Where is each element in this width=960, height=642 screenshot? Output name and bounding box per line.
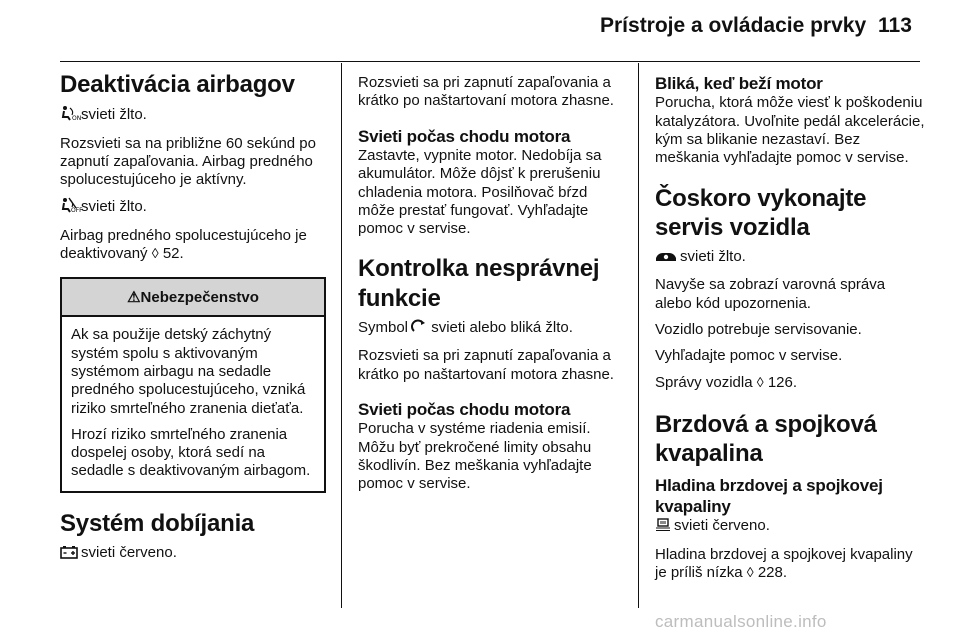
danger-warning-title: Nebezpečenstvo [140,289,259,307]
section-title-airbag-deactivation: Deaktivácia airbagov [60,71,295,98]
malfunction-ignition-paragraph: Rozsvieti sa pri zapnutí zapaľovania a krátko po naštartovaní motora zhasne. [358,347,614,383]
battery-icon [60,545,78,564]
wrench-car-icon [655,250,677,268]
emissions-paragraph: Porucha v systéme riadenia emisií. Môžu byť prekročené limity obsahu škodlivín. Bez meškania vyhľadajte pomoc v servise. [358,420,592,493]
section-title-service-soon: Čoskoro vykonajte servis vozidla [655,184,867,241]
airbag-off-status-text: svieti žlto. [81,198,147,216]
danger-warning-box [60,277,326,492]
danger-warning-paragraph-1: Ak sa použije detský záchytný systém spolu s aktivovaným systémom airbagu na sedadle predného spolucestujúceho, vzniká riziko smrteľného zranenia dieťaťa. [71,326,306,417]
brake-fluid-icon [655,518,671,537]
charging-status-text: svieti červeno. [81,543,177,561]
column-2 [358,64,628,501]
airbag-off-paragraph-text: Airbag predného spolucestujúceho je deaktivovaný [60,226,307,263]
airbag-off-paragraph [60,227,326,264]
airbag-on-status [60,105,326,126]
page-header-title: Prístroje a ovládacie prvky [600,14,867,37]
airbag-off-icon [60,197,83,218]
heading-on-while-running-2: Svieti počas chodu motora [358,399,571,419]
page-reference-link[interactable]: 228. [757,563,788,581]
section-title-malfunction-light: Kontrolka nesprávnej funkcie [358,255,600,312]
fluid-level-status-text: svieti červeno. [674,517,770,535]
danger-warning-body [62,317,324,490]
charging-intro-paragraph: Rozsvieti sa pri zapnutí zapaľovania a krátko po naštartovaní motora zhasne. [358,74,614,110]
heading-fluid-level: Hladina brzdovej a spojkovej kvapaliny [655,476,883,516]
column-1 [60,64,326,572]
on-while-running-paragraph: Zastavte, vypnite motor. Nedobíja sa akumulátor. Môže dôjsť k prerušeniu chladenia motora. Posilňovač bŕzd môže prestať fungovať. Vyhľadajte pomoc v servise. [358,146,602,238]
charging-status [60,544,326,564]
column-divider-1 [341,63,342,608]
page-reference-link[interactable]: 126. [767,373,798,391]
airbag-on-paragraph: Rozsvieti sa na približne 60 sekúnd po zapnutí zapaľovania. Airbag predného spolucestujúceho je aktívny. [60,134,316,189]
blinking-paragraph: Porucha, ktorá môže viesť k poškodeniu katalyzátora. Uvoľnite pedál akcelerácie, kým sa blikanie nezastaví. Bez meškania vyhľadajte pomoc v servise. [655,94,925,167]
airbag-off-status [60,197,326,218]
airbag-on-icon [60,105,82,126]
service-status [655,248,925,268]
service-paragraph-3: Vyhľadajte pomoc v servise. [655,347,843,365]
section-title-brake-clutch-fluid: Brzdová a spojková kvapalina [655,410,877,468]
fluid-level-paragraph [655,546,925,583]
column-divider-2 [638,63,639,608]
page-reference-arrow-icon: ◊ [746,563,754,580]
header-divider [60,61,920,62]
service-status-text: svieti žlto. [680,248,746,266]
malfunction-symbol-line [358,319,628,339]
service-paragraph-1: Navyše sa zobrazí varovná správa alebo kód upozornenia. [655,276,886,312]
heading-blinking-while-running: Bliká, keď beží motor [655,74,823,93]
svg-text:ON: ON [72,115,82,123]
danger-warning-header [62,279,324,317]
service-paragraph-2: Vozidlo potrebuje servisovanie. [655,321,862,338]
page-number: 113 [878,14,912,37]
heading-on-while-running: Svieti počas chodu motora [358,126,571,146]
engine-icon [412,320,428,339]
malfunction-symbol-text: svieti alebo bliká žlto. [431,319,573,336]
warning-triangle-icon: ⚠ [127,289,141,307]
page-reference-link[interactable]: 52. [162,245,184,263]
fluid-level-status [655,517,925,537]
watermark: carmanualsonline.info [655,612,827,631]
page-reference-arrow-icon: ◊ [151,245,159,262]
page-reference-arrow-icon: ◊ [756,373,764,390]
airbag-on-status-text: svieti žlto. [81,106,147,124]
service-paragraph-4 [655,374,925,392]
column-3 [655,64,925,590]
svg-text:OFF: OFF [71,207,83,215]
section-title-charging-system: Systém dobíjania [60,509,255,537]
danger-warning-paragraph-2: Hrozí riziko smrteľného zranenia dospelej osoby, ktorá sedí na sedadle s deaktivovaným airbagom. [71,425,311,480]
fluid-level-paragraph-text: Hladina brzdovej a spojkovej kvapaliny je príliš nízka [655,545,913,581]
service-paragraph-4-text: Správy vozidla [655,373,753,391]
malfunction-symbol-label: Symbol [358,319,409,336]
